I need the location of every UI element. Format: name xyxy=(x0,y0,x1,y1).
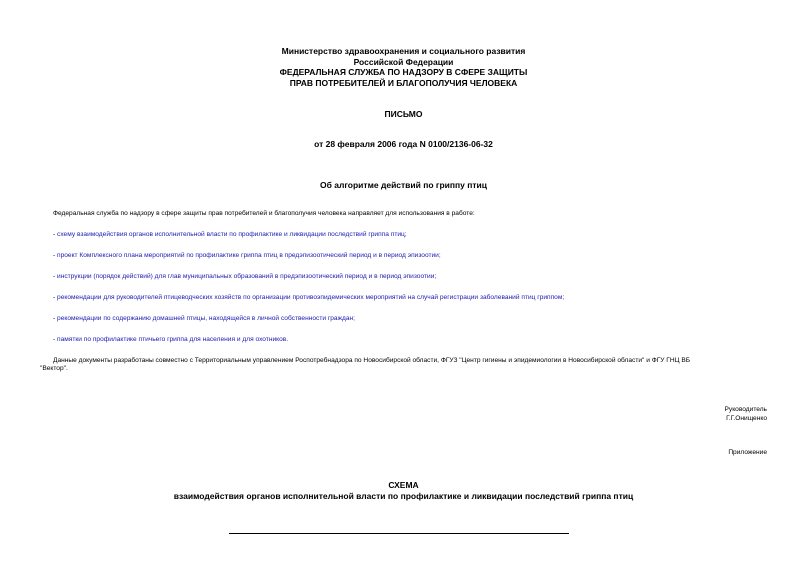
list-dash: - xyxy=(53,315,58,322)
link-memo[interactable]: памятки по профилактике птичьего гриппа для населения и для охотников. xyxy=(57,336,289,343)
list-item xyxy=(53,231,407,239)
document-date-number: от 28 февраля 2006 года N 0100/2136-06-32 xyxy=(314,139,493,149)
list-item xyxy=(53,315,355,323)
list-dash: - xyxy=(53,231,58,238)
link-scheme[interactable]: схему взаимодействия органов исполнительной власти по профилактике и ликвидации последствий гриппа птиц; xyxy=(57,231,407,238)
header-line-service: ФЕДЕРАЛЬНАЯ СЛУЖБА ПО НАДЗОРУ В СФЕРЕ ЗАЩИТЫ xyxy=(279,67,528,77)
link-poultry-recommendations[interactable]: рекомендации для руководителей птицеводческих хозяйств по организации противоэпидемических мероприятий на случай регистрации заболеваний птиц гриппом; xyxy=(57,294,565,301)
paragraph-line-2: "Вектор". xyxy=(40,365,68,372)
scheme-subtitle: взаимодействия органов исполнительной власти по профилактике и ликвидации последствий гриппа птиц xyxy=(173,491,634,501)
document-subject: Об алгоритме действий по гриппу птиц xyxy=(320,180,487,190)
list-item xyxy=(53,273,436,281)
list-dash: - xyxy=(53,294,58,301)
header-line-service-cont: ПРАВ ПОТРЕБИТЕЛЕЙ И БЛАГОПОЛУЧИЯ ЧЕЛОВЕКА xyxy=(289,77,518,88)
list-dash: - xyxy=(53,336,58,343)
appendix-label: Приложение xyxy=(728,449,767,456)
signer-name: Г.Г.Онищенко xyxy=(726,414,767,422)
list-item xyxy=(53,336,288,344)
ministry-header xyxy=(0,46,807,88)
list-item xyxy=(53,252,441,260)
scheme-heading xyxy=(0,480,807,502)
paragraph-line-1: Данные документы разработаны совместно с Территориальным управлением Роспотребнадзора по Новосибирской области, ФГУЗ "Центр гигиены и эпидемиологии в Новосибирской области" и ФГУ ГНЦ ВБ xyxy=(53,357,691,364)
joint-development-paragraph xyxy=(40,357,782,373)
header-line-ministry: Министерство здравоохранения и социального развития xyxy=(281,46,526,56)
list-item xyxy=(53,294,564,302)
list-dash: - xyxy=(53,252,58,259)
list-dash: - xyxy=(53,273,58,280)
document-type: ПИСЬМО xyxy=(384,109,423,119)
intro-text: Федеральная служба по надзору в сфере защиты прав потребителей и благополучия человека направляет для использования в работе: xyxy=(53,210,475,217)
signature-block xyxy=(725,406,767,423)
link-instructions[interactable]: инструкции (порядок действий) для глав муниципальных образований в предэпизоотический период и в период эпизоотии; xyxy=(57,273,437,280)
link-plan-project[interactable]: проект Комплексного плана мероприятий по профилактике гриппа птиц в предэпизоотический период и в период эпизоотии; xyxy=(57,252,441,259)
link-domestic-poultry[interactable]: рекомендации по содержанию домашней птицы, находящейся в личной собственности граждан; xyxy=(57,315,355,322)
scheme-title: СХЕМА xyxy=(388,480,419,490)
signer-position: Руководитель xyxy=(724,406,767,413)
header-line-country: Российской Федерации xyxy=(353,56,454,67)
scheme-box-top-border xyxy=(229,533,569,534)
